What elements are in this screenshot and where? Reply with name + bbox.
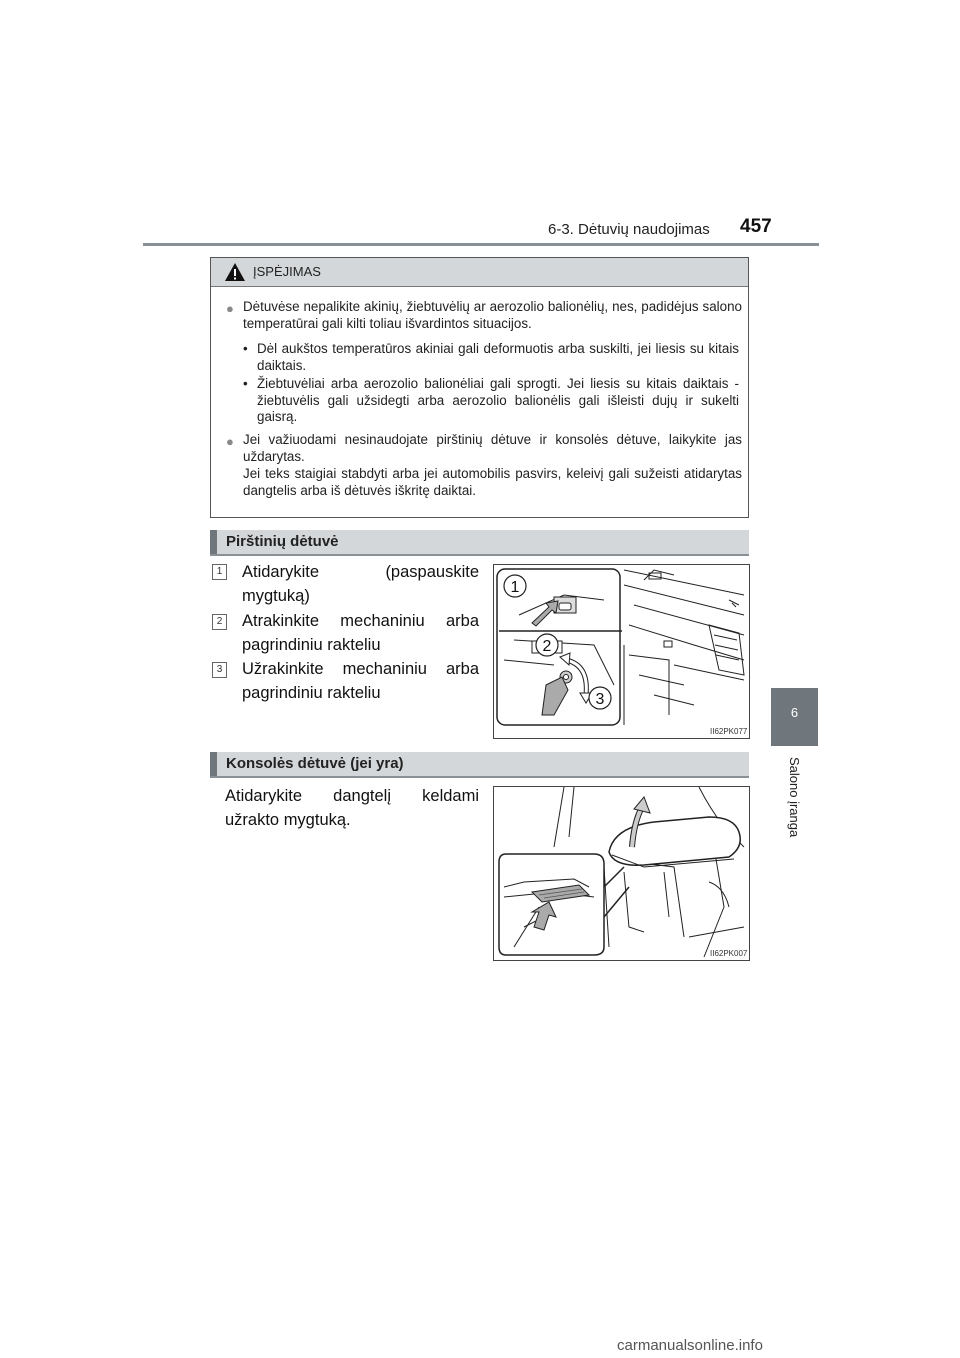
svg-text:3: 3 — [595, 691, 605, 708]
warning-title: ĮSPĖJIMAS — [253, 264, 321, 279]
figure-code: II62PK007 — [710, 949, 748, 958]
warning-sub-2: Žiebtuvėliai arba aerozolio balionėliai gali sprogti. Jei liesis su kitais daiktais - žiebtuvėlis gali užsidegti arba aerozolio balionėlis gali išleisti dujų ir sukelti gaisrą. — [257, 376, 739, 424]
callout-2 — [536, 634, 558, 656]
sub-bullet-dot: • — [243, 341, 248, 356]
footer-watermark: carmanualsonline.info — [617, 1337, 763, 1354]
chapter-label: Salono įranga — [787, 757, 802, 838]
step-text: Atrakinkite mechaniniu arba pagrindiniu rakteliu — [242, 612, 479, 654]
console-drawing — [494, 787, 749, 960]
warning-bullet-1: Dėtuvėse nepalikite akinių, žiebtuvėlių ar aerozolio balionėlių, nes, padidėjus salono temperatūrai gali kilti toliau išvardintos situacijos. — [243, 299, 742, 331]
svg-text:1: 1 — [510, 579, 520, 596]
callout-3 — [589, 687, 611, 709]
sub-bullet-dot: • — [243, 376, 248, 391]
chapter-tab-number: 6 — [790, 705, 799, 720]
section-marker — [210, 752, 217, 776]
header-divider — [143, 243, 819, 246]
step-number: 3 — [212, 662, 227, 678]
section-header-glovebox — [210, 530, 749, 554]
page-number: 457 — [740, 216, 772, 237]
section-header-console — [210, 752, 749, 776]
console-illustration — [493, 786, 750, 961]
figure-code: II62PK077 — [710, 727, 748, 736]
section-marker — [210, 530, 217, 554]
callout-1 — [504, 575, 526, 597]
section-underline — [210, 554, 749, 556]
bullet-icon: ● — [226, 301, 234, 316]
warning-bullet-2: Jei važiuodami nesinaudojate pirštinių dėtuve ir konsolės dėtuve, laikykite jas uždarytas. — [243, 432, 742, 464]
glovebox-drawing — [494, 565, 749, 738]
step-number: 2 — [212, 614, 227, 630]
section-heading: Pirštinių dėtuvė — [226, 533, 339, 550]
section-underline — [210, 776, 749, 778]
bullet-icon: ● — [226, 434, 234, 449]
section-heading: Konsolės dėtuvė (jei yra) — [226, 755, 404, 772]
warning-bullet-2-continued: Jei teks staigiai stabdyti arba jei automobilis pasvirs, keleivį gali sužeisti atidarytas dangtelis arba iš dėtuvės iškritę daiktai. — [243, 466, 742, 498]
svg-text:2: 2 — [542, 638, 552, 655]
step-text: Užrakinkite mechaniniu arba pagrindiniu rakteliu — [242, 660, 479, 702]
step-number: 1 — [212, 564, 227, 580]
section-title: 6-3. Dėtuvių naudojimas — [548, 221, 710, 238]
console-instruction: Atidarykite dangtelį keldami užrakto mygtuką. — [225, 787, 479, 829]
warning-triangle-icon — [224, 262, 246, 282]
warning-sub-1: Dėl aukštos temperatūros akiniai gali deformuotis arba suskilti, jei liesis su kitais daiktais. — [257, 341, 739, 373]
glovebox-illustration — [493, 564, 750, 739]
step-text: Atidarykite (paspauskite mygtuką) — [242, 563, 479, 605]
